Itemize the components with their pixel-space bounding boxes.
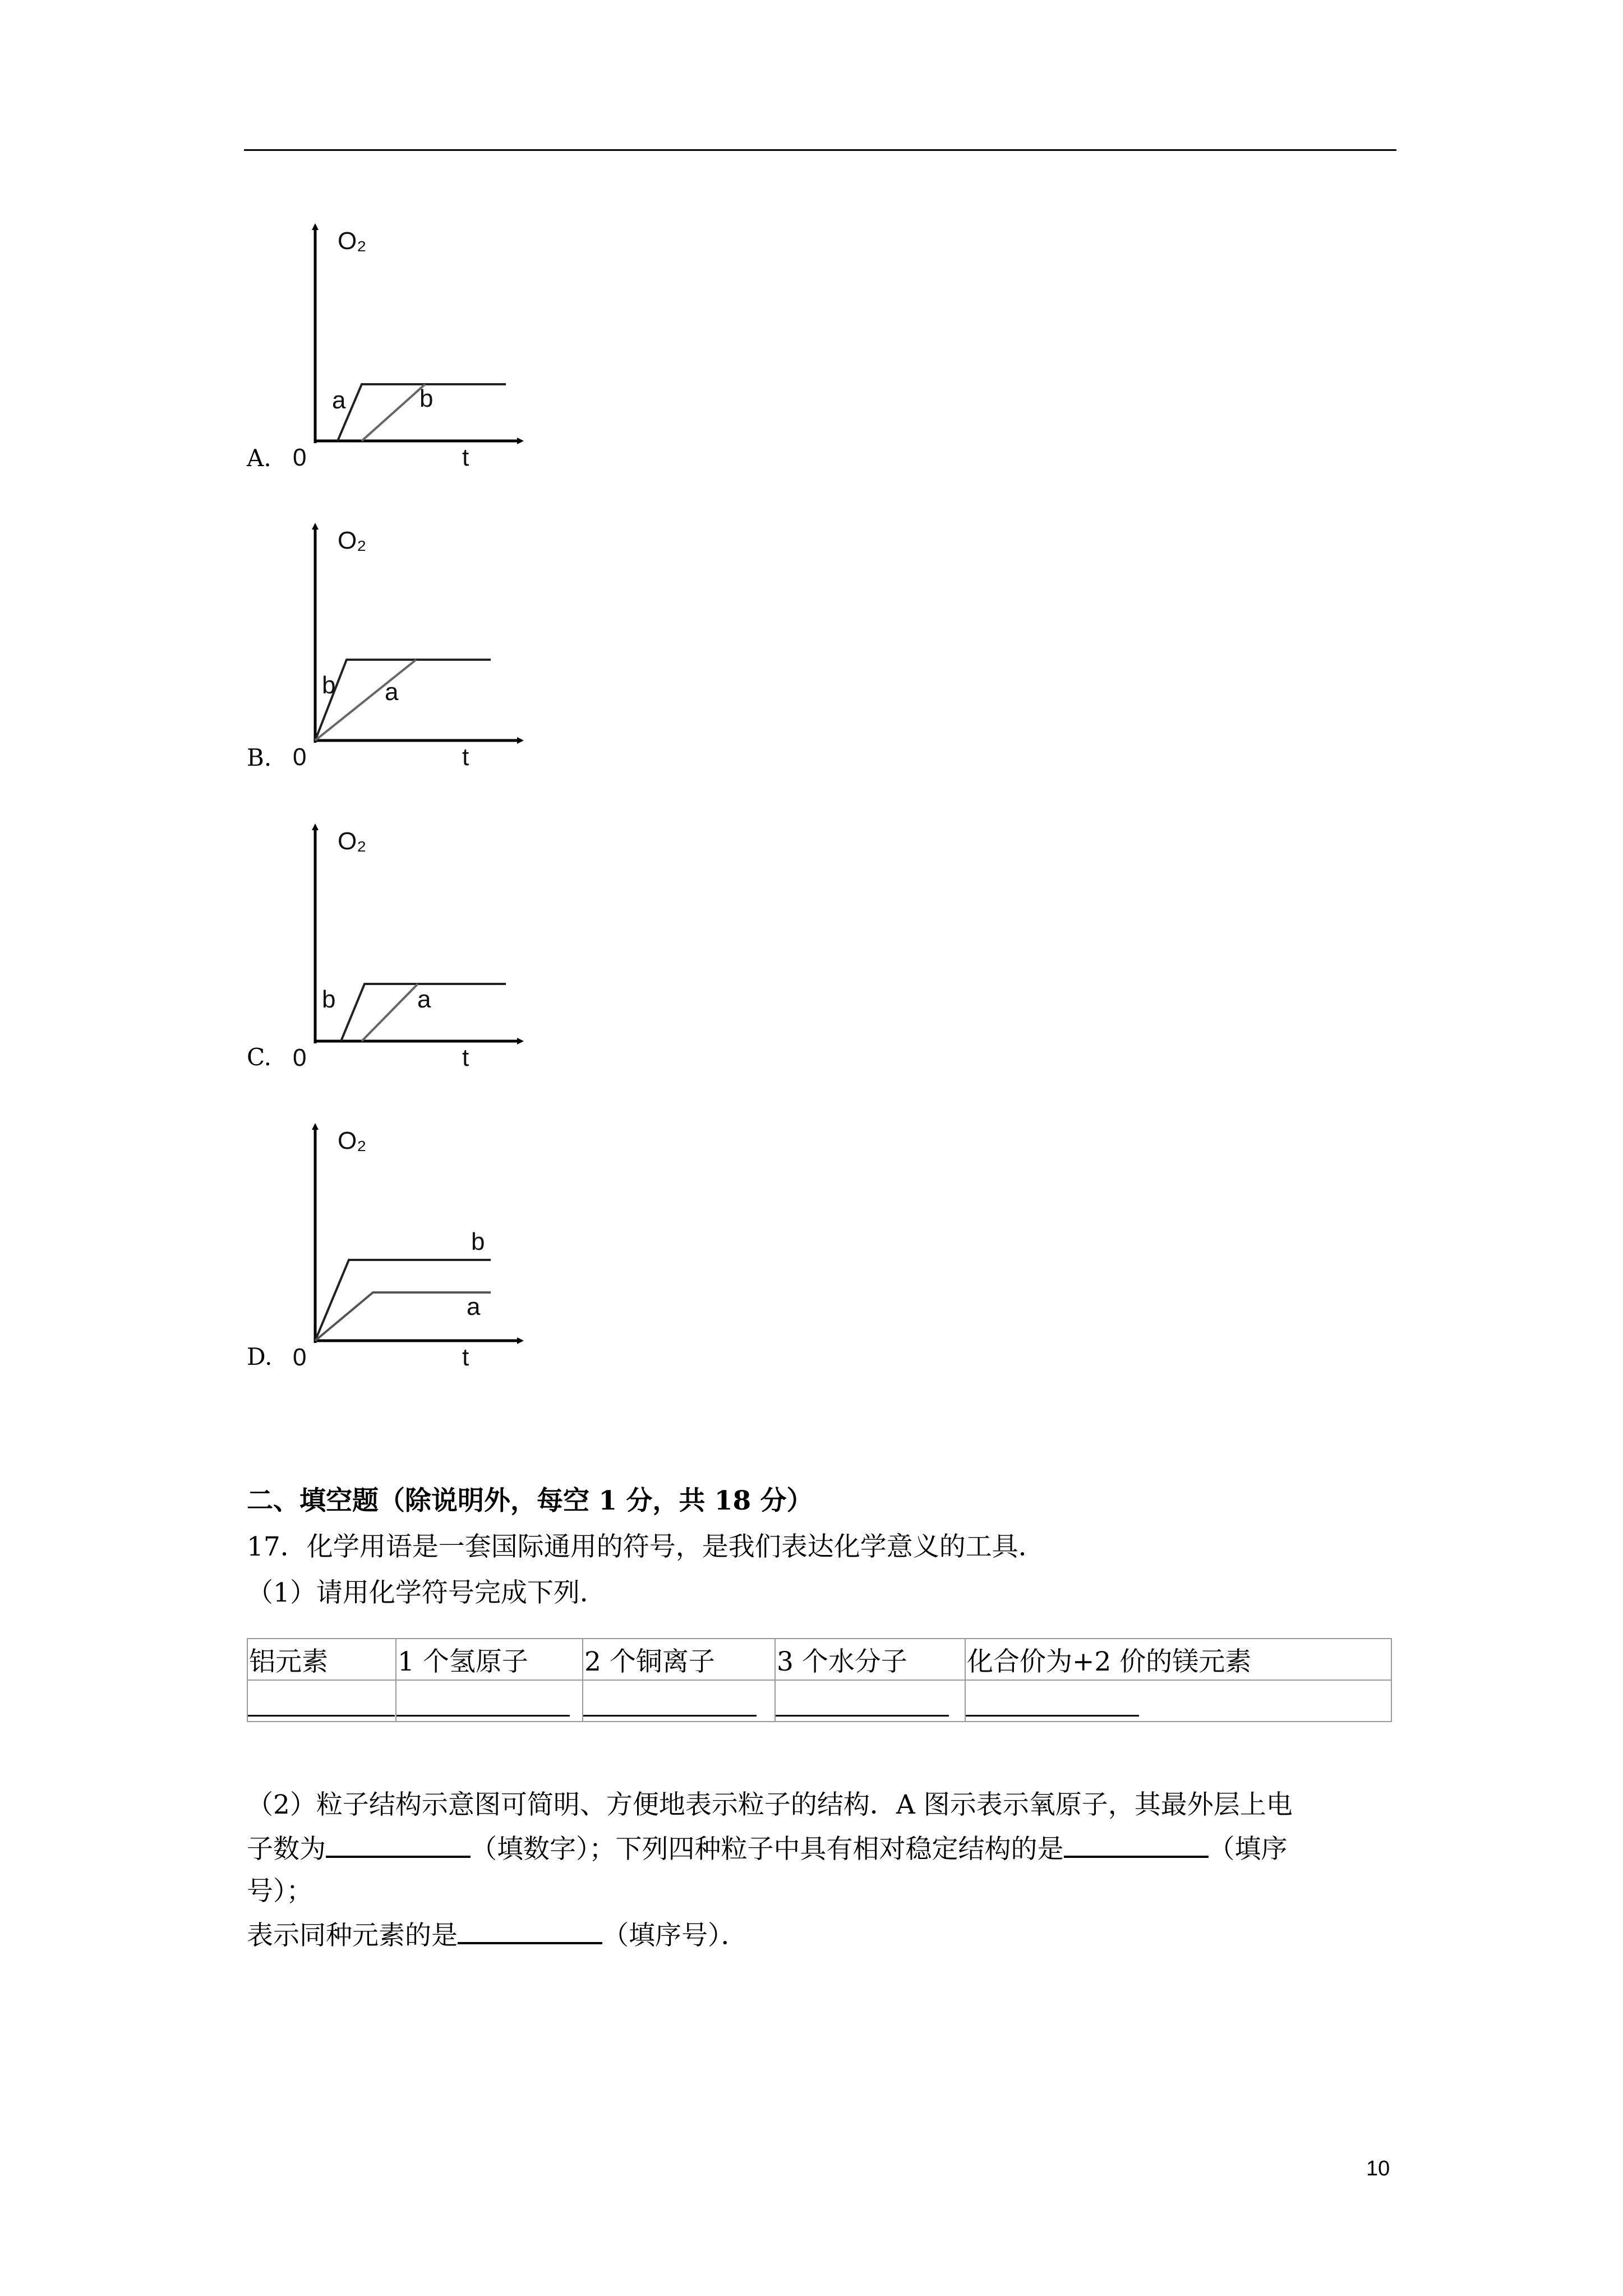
answer-blank[interactable]: [458, 1920, 602, 1944]
answer-blank[interactable]: [965, 1680, 1391, 1722]
origin-label: 0: [293, 743, 307, 771]
table-header-cell: 2 个铜离子: [583, 1639, 775, 1680]
origin-label: 0: [293, 1343, 307, 1371]
x-axis-label: t: [462, 444, 469, 471]
y-axis-label: O₂: [338, 1127, 367, 1154]
text-span: 子数为: [247, 1834, 326, 1865]
origin-label: 0: [293, 1044, 307, 1071]
option-label-d: D.: [247, 1343, 273, 1370]
answer-blank[interactable]: [396, 1680, 583, 1722]
curve-label-2: b: [419, 385, 434, 412]
question-17-part1: （1）请用化学符号完成下列．: [247, 1577, 606, 1608]
answer-blank[interactable]: [1064, 1833, 1209, 1858]
option-label-b: B.: [247, 744, 272, 771]
option-label-c: C.: [247, 1043, 271, 1071]
answer-blank[interactable]: [583, 1680, 775, 1722]
curve-label-1: a: [332, 386, 346, 414]
curve-b: [362, 384, 425, 441]
text-span: （填数字）；下列四种粒子中具有相对稳定结构的是: [471, 1834, 1064, 1865]
table-header-row: [247, 1639, 1391, 1680]
y-axis-label: O₂: [338, 227, 367, 255]
curve-label-2: a: [467, 1293, 481, 1320]
option-label-a: A.: [247, 444, 271, 472]
section-title: 二、填空题（除说明外，每空 1 分，共 18 分）: [247, 1485, 813, 1516]
header-rule: [244, 149, 1396, 151]
x-axis-label: t: [462, 1343, 469, 1371]
answer-blank[interactable]: [247, 1680, 396, 1722]
curve-b: [315, 660, 491, 740]
graph-a: [280, 219, 538, 477]
curve-a: [362, 984, 418, 1041]
table-answer-row: [247, 1680, 1391, 1722]
graph-d: [280, 1119, 538, 1377]
y-axis-label: O₂: [338, 827, 367, 855]
curve-label-1: b: [322, 671, 336, 699]
table-header-cell: 化合价为+2 价的镁元素: [965, 1639, 1391, 1680]
y-axis-label: O₂: [338, 527, 367, 554]
text-span: （填序: [1208, 1834, 1288, 1865]
table-header-cell: 3 个水分子: [775, 1639, 965, 1680]
symbol-table: [247, 1638, 1392, 1722]
table-header-cell: 1 个氢原子: [396, 1639, 583, 1680]
graph-c: [280, 819, 538, 1077]
curve-label-2: a: [385, 678, 399, 706]
answer-blank[interactable]: [326, 1833, 471, 1858]
question-17-part2-line4: [247, 1920, 748, 1952]
x-axis-label: t: [462, 743, 469, 771]
page-number: 10: [1366, 2157, 1390, 2180]
question-17-part2-line1: （2）粒子结构示意图可简明、方便地表示粒子的结构．A 图示表示氧原子，其最外层上电: [247, 1789, 1293, 1820]
curve-a: [315, 1292, 491, 1341]
answer-blank[interactable]: [775, 1680, 965, 1722]
curve-label-1: b: [471, 1228, 485, 1255]
question-17-part2-line2: [247, 1833, 1288, 1865]
question-17-part2-line3: 号）；: [247, 1876, 313, 1907]
curve-label-2: a: [417, 986, 431, 1013]
question-17-stem: 17．化学用语是一套国际通用的符号，是我们表达化学意义的工具．: [247, 1531, 1045, 1562]
text-span: 表示同种元素的是: [247, 1920, 458, 1951]
table-header-cell: 铝元素: [247, 1639, 396, 1680]
curve-label-1: b: [322, 986, 336, 1013]
origin-label: 0: [293, 444, 307, 471]
x-axis-label: t: [462, 1044, 469, 1071]
text-span: （填序号）．: [602, 1920, 748, 1951]
graph-b: [280, 518, 538, 776]
curve-b: [315, 1260, 491, 1341]
